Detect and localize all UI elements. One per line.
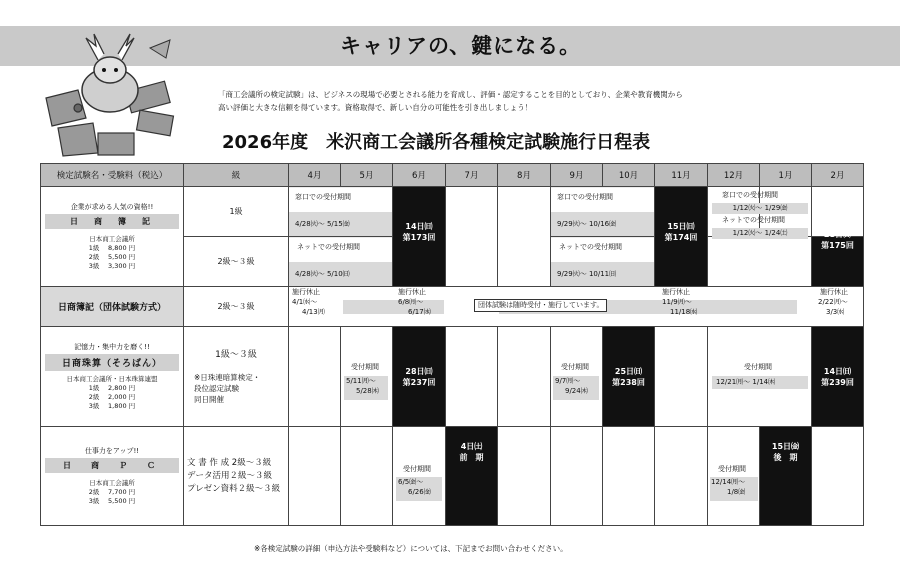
boki-jun-net: ネットでの受付期間 4/28㈫～ 5/10㈰	[289, 237, 393, 287]
soroban-jun-exam: 28日㈰ 第237回	[393, 327, 446, 427]
boki-nov-window: 窓口での受付期間 9/29㈫～ 10/16㈮	[551, 187, 655, 237]
boki-nov-net: ネットでの受付期間 9/29㈫～ 10/11㈰	[551, 237, 655, 287]
soroban-oct-recv: 受付期間 9/7㈪～ 9/24㈭	[551, 327, 603, 427]
header-month: 10月	[603, 164, 655, 187]
boki-jun-window: 窓口での受付期間 4/28㈫～ 5/15㈮	[289, 187, 393, 237]
header-grade: 級	[184, 164, 289, 187]
soroban-oct-exam: 25日㈰ 第238回	[603, 327, 655, 427]
soroban-feb-exam: 14日㈰ 第239回	[812, 327, 864, 427]
boki-grade-23: 2級～３級	[184, 237, 289, 287]
intro-text: 「商工会議所の検定試験」は、ビジネスの現場で必要とされる能力を育成し、評価・認定することを目的としており、企業や教育機関から 高い評価と大きな信頼を得ています。資格取得で、新しい自分の可能性を引き出しましょう！	[218, 90, 683, 112]
header-month: 11月	[655, 164, 708, 187]
dantai-schedule: 施行休止 4/1㈬～ 4/13㈪ 施行休止 6/8㈪～ 6/17㈬ 団体試験は随時受付・施行しています。 施行休止 11/9㈪～ 11/18㈬ 施行休止 2/22㈪～ 3/3㈬	[289, 287, 864, 327]
boki-feb-reception: 窓口での受付期間 1/12㈫～ 1/29㈮ ネットでの受付期間 1/12㈫～ 1/24㈯	[708, 237, 812, 287]
pc-jul-exam: 4日㈯ 前 期	[446, 427, 498, 526]
header-month: 12月	[708, 164, 760, 187]
footnote: ※各検定試験の詳細（申込方法や受験料など）については、下記までお問い合わせください。	[254, 544, 568, 553]
banner-title: キャリアの、鍵になる。	[340, 34, 582, 58]
pc-row	[41, 427, 864, 526]
header-month: 6月	[393, 164, 446, 187]
header-month: 5月	[341, 164, 393, 187]
schedule-title: 2026年度 米沢商工会議所各種検定試験施行日程表	[222, 132, 651, 153]
pc-info: 仕事力をアップ!! 日 商 Ｐ Ｃ 日本商工会議所 2級 7,700 円 3級 5,500 円	[41, 427, 184, 526]
soroban-feb-recv: 受付期間 12/21㈪～ 1/14㈭	[708, 327, 812, 427]
pc-jan-recv: 受付期間 12/14㈪～ 1/8㈮	[708, 427, 760, 526]
dantai-name: 日商簿記（団体試験方式）	[41, 287, 184, 327]
boki-info: 企業が求める人気の資格!! 日 商 簿 記 日本商工会議所 1級 8,800 円 2級 5,500 円 3級 3,300 円	[41, 187, 184, 287]
soroban-grade: 1級～３級 ※日珠連暗算検定・ 段位認定試験 同日開催	[184, 327, 289, 427]
header-exam: 検定試験名・受験料（税込）	[41, 164, 184, 187]
header-month: 7月	[446, 164, 498, 187]
boki-nov-exam: 15日㈰ 第174回	[655, 187, 708, 287]
dantai-note: 団体試験は随時受付・施行しています。	[474, 299, 607, 312]
boki-feb-exam: 28日㈰ 第175回	[812, 237, 864, 287]
schedule-table	[40, 163, 864, 526]
soroban-prices: 1級 2,800 円 2級 2,000 円 3級 1,800 円	[88, 384, 136, 410]
boki-jun-exam: 14日㈰ 第173回	[393, 187, 446, 287]
pc-name: 日 商 Ｐ Ｃ	[45, 458, 179, 473]
pc-grades: 文 書 作 成 2級～３級 データ活用２級～３級 プレゼン資料２級～３級	[184, 427, 289, 526]
pc-jul-recv: 受付期間 6/5㈮～ 6/26㈮	[393, 427, 446, 526]
header-month: 8月	[498, 164, 551, 187]
header-month: 9月	[551, 164, 603, 187]
pc-jan-exam: 15日㈮ 後 期	[760, 427, 812, 526]
header-month: 2月	[812, 164, 864, 187]
boki-name: 日 商 簿 記	[45, 214, 179, 229]
header-row	[41, 164, 864, 187]
dantai-row	[41, 287, 864, 327]
mascot-illustration	[38, 28, 188, 163]
boki-prices: 1級 8,800 円 2級 5,500 円 3級 3,300 円	[88, 244, 136, 270]
header-month: 4月	[289, 164, 341, 187]
header-month: 1月	[760, 164, 812, 187]
boki-grade-1: 1級	[184, 187, 289, 237]
soroban-info: 記憶力・集中力を磨く!! 日商珠算（そろばん） 日本商工会議所・日本珠算連盟 1級 2,800 円 2級 2,000 円 3級 1,800 円	[41, 327, 184, 427]
dantai-grade: 2級～３級	[184, 287, 289, 327]
soroban-jun-recv: 受付期間 5/11㈪～ 5/28㈭	[341, 327, 393, 427]
soroban-name: 日商珠算（そろばん）	[45, 354, 179, 371]
pc-prices: 2級 7,700 円 3級 5,500 円	[88, 488, 136, 505]
soroban-row	[41, 327, 864, 427]
